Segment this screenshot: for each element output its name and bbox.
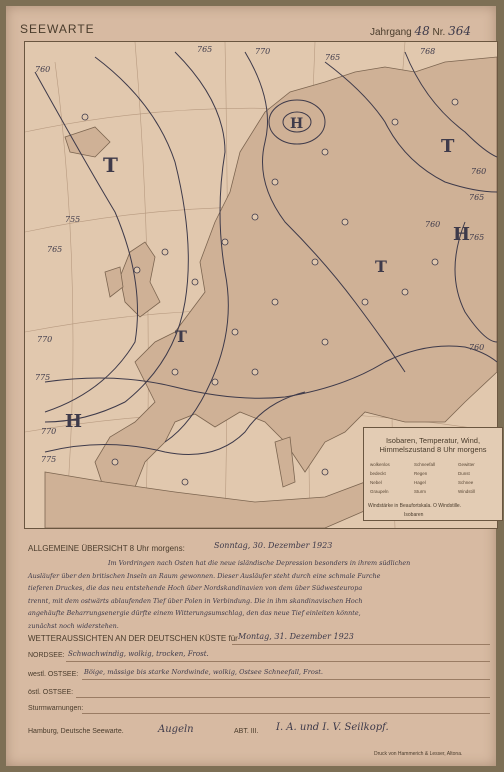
overview-label: ALLGEMEINE ÜBERSICHT 8 Uhr morgens: — [28, 544, 185, 553]
overview-line: tieferen Druckes, die das neu entstehende Hoch über Nordskandinavien von dem über Südwesteuropa — [28, 584, 363, 592]
west-ostsee-label: westl. OSTSEE: — [28, 671, 79, 678]
overview-date: Sonntag, 30. Dezember 1923 — [214, 541, 333, 550]
legend-item: wolkenlos — [370, 462, 390, 467]
east-ostsee-label: östl. OSTSEE: — [28, 689, 74, 696]
storm-label: Sturmwarnungen: — [28, 705, 84, 712]
isobar-label: 760 — [35, 65, 51, 74]
forecast-heading: WETTERAUSSICHTEN AN DER DEUTSCHEN KÜSTE für — [28, 634, 238, 643]
legend-isobar-note: Isobaren — [404, 512, 424, 518]
legend-title — [364, 436, 502, 454]
isobar-label: 765 — [197, 45, 213, 54]
header-issue — [370, 24, 471, 38]
isobar-label: 770 — [37, 335, 53, 344]
isobar-label: 760 — [469, 343, 485, 352]
overview-line: angehäufte Beharrungsenergie dürfte einem Witterungsumschlag, den das neue Tief einleiten könnte, — [28, 609, 361, 617]
signature: I. A. und I. V. Seilkopf. — [276, 722, 389, 733]
isobar-map — [24, 41, 498, 529]
rule — [82, 679, 490, 680]
overview-text — [28, 557, 490, 632]
map-legend — [363, 427, 503, 521]
low-pressure-mark: T — [441, 136, 455, 157]
legend-item: Hagel — [414, 480, 426, 485]
number-value: 364 — [448, 24, 472, 38]
overview-line: Ausläufer über den britischen Inseln an Raum gewonnen. Dieser Ausläufer steht durch eine schmale Furche — [28, 571, 381, 580]
overview-line: trennt, mit dem ostwärts ablaufenden Tief über Polen in Verbindung. Die in ihm skandinavischen Hoch — [28, 596, 363, 605]
year-value: 48 — [414, 24, 430, 38]
isobar-label: 768 — [420, 47, 436, 56]
low-pressure-mark: T — [375, 257, 387, 276]
legend-scale: Windstärke in Beaufortskala. O Windstille. — [368, 503, 462, 509]
legend-title-line: Isobaren, Temperatur, Wind, — [385, 436, 481, 445]
legend-item: bedeckt — [370, 471, 386, 476]
isobar-label: 770 — [41, 427, 57, 436]
rule — [76, 697, 490, 698]
nordsee-text: Schwachwindig, wolkig, trocken, Frost. — [68, 650, 209, 658]
legend-item: Dunst — [458, 471, 470, 476]
printer-note: Druck von Hammerich & Lesser, Altona. — [374, 751, 463, 757]
nordsee-label: NORDSEE: — [28, 652, 65, 659]
isobar-label: 760 — [471, 167, 487, 176]
high-pressure-mark: H — [290, 116, 304, 132]
isobar-label: 775 — [35, 373, 51, 382]
rule — [232, 644, 490, 645]
legend-item: Schnee — [458, 480, 474, 485]
legend-item: Gewitter — [458, 462, 475, 467]
header-title: SEEWARTE — [20, 22, 95, 36]
weather-chart-sheet — [6, 6, 496, 766]
year-label: Jahrgang — [370, 27, 412, 38]
isobar-label: 765 — [469, 193, 485, 202]
legend-item: Nebel — [370, 480, 382, 485]
overview-line: Im Vordringen nach Osten hat die neue isländische Depression besonders in ihrem südlichen — [108, 559, 411, 567]
isobar-label: 770 — [255, 47, 271, 56]
isobar-label: 765 — [47, 245, 63, 254]
footer-org: Hamburg, Deutsche Seewarte. — [28, 728, 124, 735]
legend-item: Graupeln — [370, 489, 389, 494]
forecast-date: Montag, 31. Dezember 1923 — [238, 632, 354, 641]
rule — [66, 661, 490, 662]
legend-item: Schneefall — [414, 462, 436, 467]
footer-abt: ABT. III. — [234, 728, 259, 735]
legend-item: Windstill — [458, 489, 475, 494]
isobar-label: 765 — [325, 53, 341, 62]
rule — [82, 713, 490, 714]
high-pressure-mark: H — [65, 411, 83, 432]
isobar-label: 775 — [41, 455, 57, 464]
high-pressure-mark: H — [453, 224, 471, 245]
overview-line: zunächst noch widerstehen. — [28, 621, 119, 630]
legend-title-line: Himmelszustand 8 Uhr morgens — [379, 445, 487, 454]
west-ostsee-text: Böige, mässige bis starke Nordwinde, wolkig, Ostsee Schneefall, Frost. — [84, 668, 323, 676]
isobar-label: 755 — [65, 215, 81, 224]
isobar-label: 760 — [425, 220, 441, 229]
isobar-label: 765 — [469, 233, 485, 242]
overview-heading — [28, 544, 185, 553]
legend-item: Sturm — [414, 489, 427, 494]
legend-item: Regen — [414, 471, 428, 476]
low-pressure-mark: T — [175, 327, 187, 346]
number-label: Nr. — [432, 27, 446, 38]
low-pressure-mark: T — [103, 153, 118, 177]
signature: Augeln — [158, 724, 194, 735]
